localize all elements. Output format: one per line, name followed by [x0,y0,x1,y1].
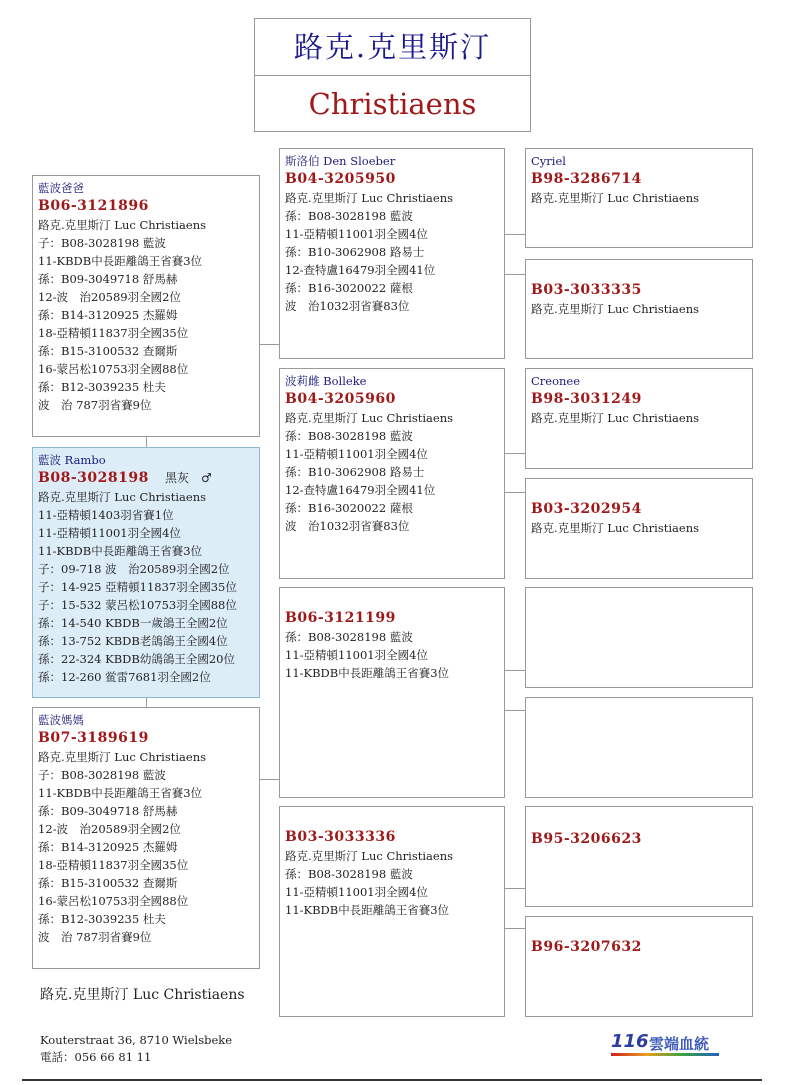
ring-number: B03-3202954 [531,501,642,517]
detail-line: 孫：B10-3062908 路易士 [285,245,425,259]
detail-line: 波 治 787羽省賽9位 [38,398,152,412]
detail-line: 11-亞精頓11001羽全國4位 [38,526,181,540]
detail-line: 路克.克里斯汀 Luc Christiaens [38,490,207,504]
detail-line: 孫：14-540 KBDB一歲鴿王全國2位 [38,616,228,630]
detail-line: 路克.克里斯汀 Luc Christiaens [531,411,700,425]
connector-line [505,710,525,711]
detail-line: 11-亞精頓11001羽全國4位 [285,447,428,461]
detail-line: 孫：B12-3039235 杜夫 [38,912,166,926]
detail-line: 16-蒙呂松10753羽全國88位 [38,362,189,376]
detail-line: 18-亞精頓11837羽全國35位 [38,326,189,340]
detail-line: 子：B08-3028198 藍波 [38,768,166,782]
detail-line: 11-KBDB中長距離鴿王省賽3位 [285,666,450,680]
great-grandparent-card[interactable] [525,368,753,469]
sire-dam-card[interactable] [279,368,505,579]
detail-line: 11-亞精頓1403羽省賽1位 [38,508,174,522]
detail-line: 子：14-925 亞精頓11837羽全國35位 [38,580,237,594]
bottom-divider [22,1079,762,1081]
connector-line [260,779,279,780]
sire-card[interactable] [32,175,260,437]
detail-line: 子：09-718 波 治20589羽全國2位 [38,562,230,576]
connector-line [505,492,525,493]
dam-dam-card[interactable] [279,806,505,1017]
detail-line: 孫：B16-3020022 薩根 [285,281,413,295]
address: Kouterstraat 36, 8710 Wielsbeke [40,1033,233,1047]
breeder-chinese-name: 路克.克里斯汀 [255,19,530,76]
ring-number: B96-3207632 [531,939,642,955]
ring-number: B95-3206623 [531,831,642,847]
ring-number: B04-3205950 [285,171,396,187]
detail-line: 12-波 治20589羽全國2位 [38,290,181,304]
brand-text: 雲端血統 [649,1035,710,1053]
detail-line: 孫：B08-3028198 藍波 [285,867,413,881]
connector-line [505,670,525,671]
ring-number: B98-3031249 [531,391,642,407]
detail-line: 子：B08-3028198 藍波 [38,236,166,250]
great-grandparent-card[interactable] [525,478,753,579]
color-sex: 黑灰 ♂ [164,471,212,485]
detail-line: 16-蒙呂松10753羽全國88位 [38,894,189,908]
detail-line: 路克.克里斯汀 Luc Christiaens [531,302,700,316]
detail-line: 孫：B10-3062908 路易士 [285,465,425,479]
detail-line: 波 治1032羽省賽83位 [285,519,410,533]
detail-line: 孫：22-324 KBDB幼鴿鴿王全國20位 [38,652,235,666]
brand-logo[interactable] [611,1031,731,1055]
owner-name: 路克.克里斯汀 Luc Christiaens [40,987,245,1003]
detail-line: 11-亞精頓11001羽全國4位 [285,648,428,662]
detail-line: 路克.克里斯汀 Luc Christiaens [38,218,207,232]
detail-line: 路克.克里斯汀 Luc Christiaens [531,191,700,205]
detail-line: 孫：B12-3039235 杜夫 [38,380,166,394]
detail-line: 路克.克里斯汀 Luc Christiaens [285,191,454,205]
pigeon-name: 斯洛伯 Den Sloeber [285,154,396,168]
ring-number: B98-3286714 [531,171,642,187]
pigeon-name: Creonee [531,374,581,388]
detail-line: 18-亞精頓11837羽全國35位 [38,858,189,872]
detail-line: 11-KBDB中長距離鴿王省賽3位 [285,903,450,917]
subject-card[interactable] [32,447,260,698]
detail-line: 孫：B09-3049718 舒馬赫 [38,804,178,818]
connector-line [505,234,525,235]
pigeon-name: Cyriel [531,154,566,168]
connector-line [505,928,525,929]
detail-line: 孫：B15-3100532 查爾斯 [38,344,178,358]
pigeon-name: 波莉雌 Bolleke [285,374,367,388]
detail-line: 波 治1032羽省賽83位 [285,299,410,313]
detail-line: 孫：B16-3020022 薩根 [285,501,413,515]
detail-line: 孫：13-752 KBDB老鴿鴿王全國4位 [38,634,228,648]
ring-number: B04-3205960 [285,391,396,407]
dam-card[interactable] [32,707,260,969]
ring-value: B08-3028198 [38,470,149,486]
contact-info [40,1032,232,1066]
detail-line: 孫：B14-3120925 杰羅姆 [38,840,178,854]
detail-line: 12-查特盧16479羽全國41位 [285,483,436,497]
great-grandparent-card[interactable] [525,587,753,688]
detail-line: 11-KBDB中長距離鴿王省賽3位 [38,254,203,268]
detail-line: 11-亞精頓11001羽全國4位 [285,885,428,899]
detail-line: 12-波 治20589羽全國2位 [38,822,181,836]
detail-line: 波 治 787羽省賽9位 [38,930,152,944]
connector-line [505,888,525,889]
great-grandparent-card[interactable] [525,697,753,798]
detail-line: 孫：B09-3049718 舒馬赫 [38,272,178,286]
detail-line: 12-查特盧16479羽全國41位 [285,263,436,277]
pigeon-name: 藍波爸爸 [38,181,84,195]
detail-line: 路克.克里斯汀 Luc Christiaens [38,750,207,764]
brand-underline [611,1053,719,1056]
great-grandparent-card[interactable] [525,916,753,1017]
detail-line: 孫：B15-3100532 查爾斯 [38,876,178,890]
connector-line [260,344,279,345]
great-grandparent-card[interactable] [525,148,753,248]
ring-number: B06-3121896 [38,198,149,214]
detail-line: 孫：B14-3120925 杰羅姆 [38,308,178,322]
detail-line: 子：15-532 蒙呂松10753羽全國88位 [38,598,237,612]
detail-line: 路克.克里斯汀 Luc Christiaens [285,411,454,425]
great-grandparent-card[interactable] [525,806,753,907]
ring-number: B03-3033336 [285,829,396,845]
sire-sire-card[interactable] [279,148,505,359]
detail-line: 11-KBDB中長距離鴿王省賽3位 [38,786,203,800]
detail-line: 孫：B08-3028198 藍波 [285,630,413,644]
pigeon-name: 藍波媽媽 [38,713,84,727]
great-grandparent-card[interactable] [525,259,753,359]
ring-number: B03-3033335 [531,282,642,298]
dam-sire-card[interactable] [279,587,505,798]
detail-line: 11-KBDB中長距離鴿王省賽3位 [38,544,203,558]
connector-line [146,437,147,447]
breeder-surname: Christiaens [308,87,477,121]
detail-line: 孫：B08-3028198 藍波 [285,429,413,443]
connector-line [146,698,147,707]
brand-number: 116 [611,1031,649,1052]
ring-number [38,469,254,488]
ring-number: B07-3189619 [38,730,149,746]
detail-line: 孫：12-260 鲎雷7681羽全國2位 [38,670,211,684]
detail-line: 路克.克里斯汀 Luc Christiaens [531,521,700,535]
connector-line [505,453,525,454]
connector-line [505,274,525,275]
pedigree-header [254,18,531,132]
detail-line: 孫：B08-3028198 藍波 [285,209,413,223]
pigeon-name: 藍波 Rambo [38,453,106,467]
detail-line: 路克.克里斯汀 Luc Christiaens [285,849,454,863]
phone: 電話：056 66 81 11 [40,1050,152,1064]
ring-number: B06-3121199 [285,610,396,626]
detail-line: 11-亞精頓11001羽全國4位 [285,227,428,241]
